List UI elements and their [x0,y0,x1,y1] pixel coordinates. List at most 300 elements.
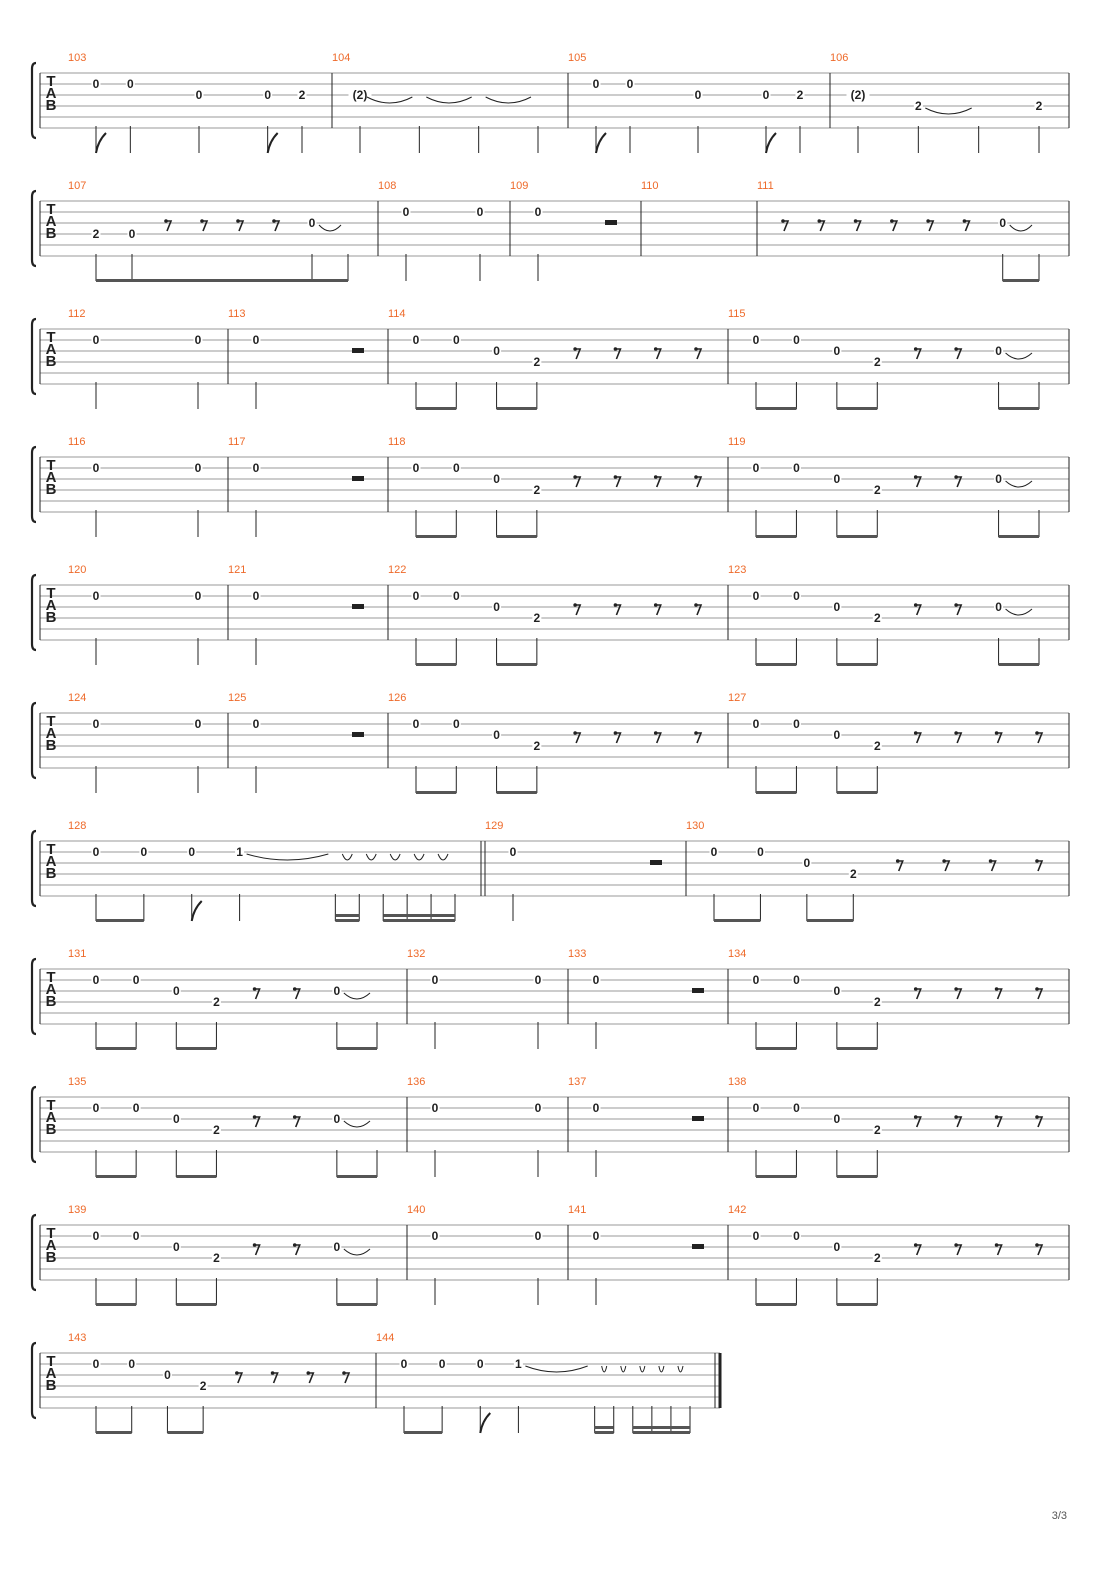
fret-number: 0 [431,1101,439,1115]
eighth-rest-dot [954,347,958,351]
measure-number: 107 [68,180,87,192]
half-rest [352,476,364,481]
measure-number: 125 [228,692,247,704]
eighth-rest-dot [293,987,297,991]
measure-number: 136 [407,1076,426,1088]
beam [416,407,456,410]
beam [404,1431,442,1434]
eighth-rest-dot [1035,859,1039,863]
eighth-rest-dot [1035,1115,1039,1119]
half-rest [352,732,364,737]
measure-number: 118 [388,436,406,448]
eighth-flag [96,133,106,153]
tab-clef-letter: A [45,597,57,614]
eighth-rest-dot [293,1243,297,1247]
fret-number: 0 [132,1101,140,1115]
beam [999,535,1039,538]
fret-number: 0 [534,1229,542,1243]
measure-number: 117 [228,436,246,448]
eighth-rest-dot [654,475,658,479]
fret-number: 2 [873,739,881,753]
fret-number: 0 [194,589,202,603]
beam-secondary [335,914,359,917]
beam [96,1431,132,1434]
measure-number: 105 [568,52,587,64]
eighth-rest-dot [253,1243,257,1247]
fret-number: 0 [793,1229,800,1243]
tie [621,1366,626,1372]
beam [1003,279,1039,282]
eighth-rest-dot [817,219,821,223]
measure-number: 135 [68,1076,87,1088]
tie [1010,225,1032,231]
fret-number: 0 [509,845,517,859]
tie [390,854,400,860]
eighth-rest-dot [995,1115,999,1119]
tie [525,1366,587,1372]
measure-number: 133 [568,948,587,960]
fret-number: 0 [793,973,800,987]
half-rest [650,860,662,865]
fret-number: 0 [833,344,841,358]
fret-number: 0 [252,461,260,475]
measure-number: 132 [407,948,426,960]
tab-clef-letter: B [45,353,57,370]
eighth-rest-dot [573,475,577,479]
fret-number: 0 [252,589,260,603]
fret-number: (2) [352,88,368,102]
fret-number: 2 [533,611,541,625]
eighth-rest-dot [614,347,618,351]
beam [497,791,537,794]
tab-clef-letter: A [45,725,57,742]
fret-number: 2 [1035,99,1043,113]
tab-clef-letter: T [46,1353,56,1370]
beam [167,1431,203,1434]
beam [756,1175,796,1178]
fret-number: 0 [92,589,100,603]
measure-number: 140 [407,1204,426,1216]
measure-number: 123 [728,564,747,576]
eighth-rest-dot [614,731,618,735]
tab-clef-letter: A [45,853,57,870]
fret-number: 0 [132,1229,140,1243]
fret-number: 0 [833,984,841,998]
tab-clef-letter: T [46,969,56,986]
eighth-rest-dot [781,219,785,223]
eighth-rest-dot [995,731,999,735]
fret-number: 2 [533,355,541,369]
eighth-rest-dot [654,603,658,607]
fret-number: 0 [710,845,718,859]
measure-number: 128 [68,820,87,832]
eighth-rest-dot [963,219,967,223]
beam [837,535,877,538]
fret-number: 0 [833,1112,841,1126]
fret-number: 2 [199,1379,207,1393]
eighth-rest-dot [914,1243,918,1247]
fret-number: 0 [264,88,272,102]
fret-number: 0 [493,472,500,486]
tab-clef-letter: A [45,213,57,230]
tie [1006,609,1032,615]
eighth-rest-dot [573,603,577,607]
beam [837,1047,877,1050]
fret-number: 0 [412,717,420,731]
measure-number: 119 [728,436,746,448]
beam [497,535,537,538]
fret-number: 0 [833,1240,841,1254]
measure-number: 121 [228,564,247,576]
fret-number: 0 [995,344,1002,358]
beam [176,1047,216,1050]
measure-number: 142 [728,1204,747,1216]
fret-number: 2 [873,1251,881,1265]
measure-number: 113 [228,308,246,320]
tie [659,1366,664,1372]
tab-clef-letter: B [45,1121,57,1138]
beam [756,535,796,538]
measure-number: 109 [510,180,529,192]
tab-clef-letter: B [45,865,57,882]
tab-clef-letter: T [46,329,56,346]
fret-number: 0 [412,461,420,475]
fret-number: 0 [194,333,202,347]
fret-number: 0 [172,1240,180,1254]
tie [344,1121,370,1127]
beam [756,791,796,794]
fret-number: 0 [252,717,260,731]
measure-number: 131 [68,948,87,960]
system-bracket [32,319,36,394]
measure-number: 129 [485,820,504,832]
eighth-rest-dot [854,219,858,223]
system-bracket [32,191,36,266]
fret-number: 0 [431,973,439,987]
fret-number: 0 [438,1357,446,1371]
tab-clef-letter: A [45,469,57,486]
beam [416,663,456,666]
system-bracket [32,575,36,650]
tie [678,1366,683,1372]
fret-number: 2 [213,995,220,1009]
tie [486,97,531,103]
beam [714,919,760,922]
eighth-rest-dot [253,987,257,991]
measure-number: 108 [378,180,397,192]
beam [337,1303,377,1306]
measure-number: 139 [68,1204,87,1216]
measure-number: 124 [68,692,87,704]
system-bracket [32,1215,36,1290]
fret-number: 0 [92,1101,100,1115]
tab-clef-letter: B [45,1377,57,1394]
eighth-rest-dot [954,603,958,607]
tie [438,854,448,860]
beam [756,1047,796,1050]
beam [337,1175,377,1178]
system-bracket [32,1343,36,1418]
beam [497,663,537,666]
fret-number: 0 [752,1101,760,1115]
fret-number: 0 [188,845,196,859]
beam [96,919,144,922]
eighth-rest-dot [914,475,918,479]
eighth-rest-dot [942,859,946,863]
fret-number: 0 [803,856,811,870]
system-bracket [32,959,36,1034]
eighth-rest-dot [694,475,698,479]
fret-number: 0 [793,461,800,475]
beam [176,1303,216,1306]
fret-number: 2 [873,1123,881,1137]
fret-number: 0 [592,1101,600,1115]
measure-number: 116 [68,436,86,448]
tab-clef-letter: T [46,585,56,602]
beam [337,1047,377,1050]
beam [416,791,456,794]
beam [595,1431,614,1434]
beam [416,535,456,538]
beam [383,919,455,922]
beam-secondary [383,914,455,917]
measure-number: 104 [332,52,351,64]
tie [367,97,412,103]
measure-number: 138 [728,1076,747,1088]
tie [414,854,424,860]
tab-clef-letter: A [45,1365,57,1382]
fret-number: 0 [476,205,484,219]
fret-number: 0 [833,728,841,742]
fret-number: 0 [92,845,100,859]
tie [1006,353,1032,359]
tie [366,854,376,860]
tie [426,97,471,103]
fret-number: 0 [333,1240,341,1254]
fret-number: 0 [172,1112,180,1126]
fret-number: 0 [493,344,500,358]
eighth-rest-dot [995,987,999,991]
fret-number: 0 [128,1357,136,1371]
fret-number: 0 [752,717,760,731]
system-bracket [32,63,36,138]
fret-number: 0 [476,1357,484,1371]
fret-number: 0 [452,333,460,347]
measure-number: 115 [728,308,746,320]
tab-clef-letter: A [45,1237,57,1254]
tab-clef-letter: B [45,225,57,242]
fret-number: 1 [515,1357,522,1371]
eighth-flag [268,133,278,153]
measure-number: 130 [686,820,705,832]
beam [96,1047,136,1050]
eighth-flag [596,133,606,153]
beam [756,407,796,410]
beam [837,1303,877,1306]
half-rest [605,220,617,225]
fret-number: 0 [132,973,140,987]
measure-number: 134 [728,948,747,960]
fret-number: 0 [592,77,600,91]
fret-number: 0 [195,88,203,102]
fret-number: 0 [412,589,420,603]
fret-number: 0 [534,973,542,987]
fret-number: 2 [298,88,306,102]
system-bracket [32,1087,36,1162]
fret-number: 2 [533,739,541,753]
measure-number: 137 [568,1076,587,1088]
eighth-rest-dot [614,603,618,607]
measure-number: 106 [830,52,849,64]
beam-secondary [595,1426,614,1429]
measure-number: 126 [388,692,407,704]
eighth-rest-dot [236,219,240,223]
tab-clef-letter: B [45,481,57,498]
eighth-rest-dot [200,219,204,223]
beam [999,407,1039,410]
fret-number: 0 [194,461,202,475]
eighth-rest-dot [235,1371,239,1375]
fret-number: 0 [793,333,800,347]
fret-number: 0 [493,728,500,742]
eighth-rest-dot [926,219,930,223]
measure-number: 111 [757,180,774,192]
fret-number: 2 [213,1123,220,1137]
eighth-rest-dot [306,1371,310,1375]
eighth-rest-dot [614,475,618,479]
tie [640,1366,645,1372]
fret-number: 0 [400,1357,408,1371]
measure-number: 122 [388,564,407,576]
fret-number: 0 [92,1229,100,1243]
eighth-rest-dot [293,1115,297,1119]
beam [756,1303,796,1306]
beam [837,407,877,410]
fret-number: 0 [752,461,760,475]
fret-number: 2 [796,88,804,102]
measure-number: 103 [68,52,87,64]
half-rest [352,348,364,353]
tab-clef-letter: A [45,1109,57,1126]
measure-number: 127 [728,692,747,704]
fret-number: 0 [452,461,460,475]
fret-number: 0 [140,845,148,859]
fret-number: 0 [999,216,1007,230]
beam [497,407,537,410]
fret-number: 0 [452,589,460,603]
fret-number: 0 [402,205,410,219]
fret-number: 0 [833,600,841,614]
fret-number: 2 [873,355,881,369]
fret-number: 0 [793,589,800,603]
eighth-rest-dot [1035,1243,1039,1247]
measure-number: 110 [641,180,659,192]
system-bracket [32,703,36,778]
system-bracket [32,831,36,906]
system-bracket [32,447,36,522]
beam [96,1303,136,1306]
tie [247,854,329,860]
eighth-rest-dot [342,1371,346,1375]
tie [319,225,341,231]
fret-number: 0 [752,1229,760,1243]
fret-number: 0 [92,333,100,347]
tab-clef-letter: A [45,981,57,998]
measure-number: 143 [68,1332,87,1344]
eighth-rest-dot [914,987,918,991]
half-rest [692,988,704,993]
tab-clef-letter: A [45,341,57,358]
tab-clef-letter: B [45,993,57,1010]
fret-number: 2 [213,1251,220,1265]
fret-number: 0 [493,600,500,614]
beam-secondary [633,1426,690,1429]
fret-number: 0 [92,973,100,987]
beam [837,1175,877,1178]
fret-number: 0 [333,984,341,998]
fret-number: (2) [850,88,866,102]
beam [807,919,853,922]
tie [602,1366,607,1372]
tab-clef-letter: B [45,737,57,754]
beam [335,919,359,922]
fret-number: 0 [592,1229,600,1243]
fret-number: 0 [128,227,136,241]
tie [1006,481,1032,487]
fret-number: 0 [308,216,316,230]
fret-number: 0 [164,1368,171,1382]
fret-number: 2 [92,227,100,241]
eighth-rest-dot [890,219,894,223]
tab-clef-letter: T [46,713,56,730]
eighth-rest-dot [573,731,577,735]
fret-number: 2 [533,483,541,497]
fret-number: 0 [626,77,634,91]
fret-number: 0 [92,717,100,731]
eighth-rest-dot [272,219,276,223]
eighth-rest-dot [164,219,168,223]
eighth-rest-dot [954,1243,958,1247]
fret-number: 2 [914,99,922,113]
beam [756,663,796,666]
fret-number: 0 [333,1112,341,1126]
fret-number: 0 [752,333,760,347]
tab-clef-letter: A [45,85,57,102]
fret-number: 0 [92,1357,100,1371]
fret-number: 0 [752,589,760,603]
eighth-rest-dot [271,1371,275,1375]
eighth-rest-dot [954,987,958,991]
eighth-rest-dot [914,603,918,607]
fret-number: 0 [793,717,800,731]
beam [999,663,1039,666]
eighth-rest-dot [914,1115,918,1119]
tie [342,854,352,860]
half-rest [692,1244,704,1249]
tab-clef-letter: T [46,73,56,90]
beam [837,791,877,794]
eighth-rest-dot [954,475,958,479]
fret-number: 0 [431,1229,439,1243]
fret-number: 0 [126,77,134,91]
tab-clef-letter: T [46,841,56,858]
fret-number: 0 [995,600,1002,614]
beam [837,663,877,666]
eighth-rest-dot [995,1243,999,1247]
eighth-flag [192,901,202,921]
page-number: 3/3 [1051,1510,1067,1522]
beam [96,1175,136,1178]
